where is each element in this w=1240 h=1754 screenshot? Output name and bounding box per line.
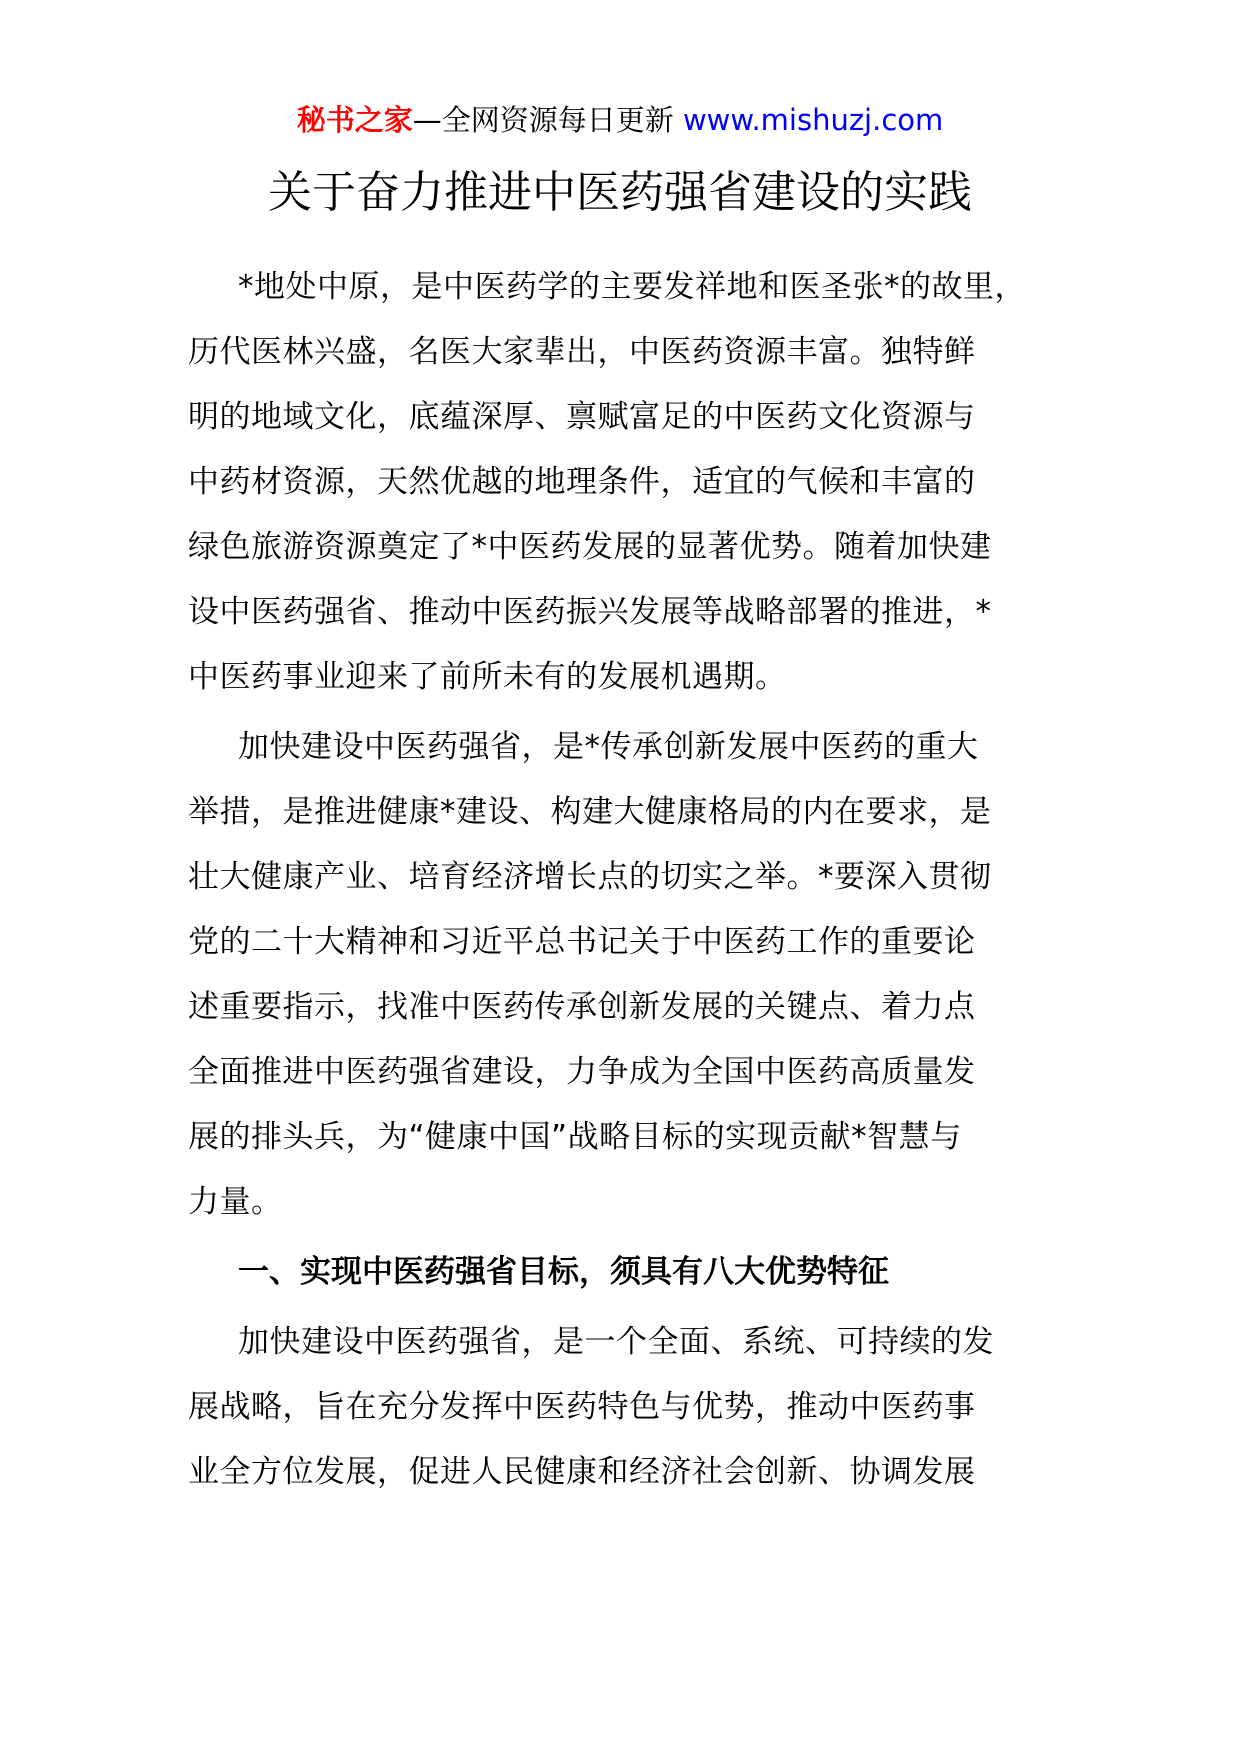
paragraph-line: 业全方位发展，促进人民健康和经济社会创新、协调发展 [188,1454,976,1490]
document-body [188,255,1068,1505]
paragraph-line: 中药材资源，天然优越的地理条件，适宜的气候和丰富的 [188,464,976,500]
paragraph-line: 展的排头兵，为“健康中国”战略目标的实现贡献*智慧与 [188,1119,962,1155]
paragraph-line: 加快建设中医药强省，是*传承创新发展中医药的重大 [238,729,979,765]
paragraph-line: 述重要指示，找准中医药传承创新发展的关键点、着力点 [188,989,976,1025]
paragraph-line: 壮大健康产业、培育经济增长点的切实之举。*要深入贯彻 [188,859,992,895]
paragraph-line: 举措，是推进健康*建设、构建大健康格局的内在要求，是 [188,794,992,830]
section-heading: 一、实现中医药强省目标，须具有八大优势特征 [238,1254,889,1290]
paragraph-significance [188,715,1068,1235]
paragraph-line: 全面推进中医药强省建设，力争成为全国中医药高质量发 [188,1054,976,1090]
paragraph-line: 中医药事业迎来了前所未有的发展机遇期。 [188,659,787,695]
paragraph-line: 展战略，旨在充分发挥中医药特色与优势，推动中医药事 [188,1389,976,1425]
paragraph-line: 历代医林兴盛，名医大家辈出，中医药资源丰富。独特鲜 [188,334,976,370]
site-header [0,100,1240,140]
paragraph-line: *地处中原，是中医药学的主要发祥地和医圣张*的故里， [238,269,1026,305]
site-brand: 秘书之家 [296,103,413,137]
paragraph-line: 力量。 [188,1184,283,1220]
site-slogan: —全网资源每日更新 [412,103,683,137]
site-url-link[interactable]: www.mishuzj.com [682,103,944,137]
paragraph-line: 明的地域文化，底蕴深厚、禀赋富足的中医药文化资源与 [188,399,976,435]
paragraph-line: 绿色旅游资源奠定了*中医药发展的显著优势。随着加快建 [188,529,992,565]
paragraph-section-one [188,1310,1068,1505]
paragraph-line: 加快建设中医药强省，是一个全面、系统、可持续的发 [238,1324,994,1360]
paragraph-line: 设中医药强省、推动中医药振兴发展等战略部署的推进，* [188,594,992,630]
document-title: 关于奋力推进中医药强省建设的实践 [268,167,972,218]
paragraph-line: 党的二十大精神和习近平总书记关于中医药工作的重要论 [188,924,976,960]
paragraph-intro [188,255,1068,710]
